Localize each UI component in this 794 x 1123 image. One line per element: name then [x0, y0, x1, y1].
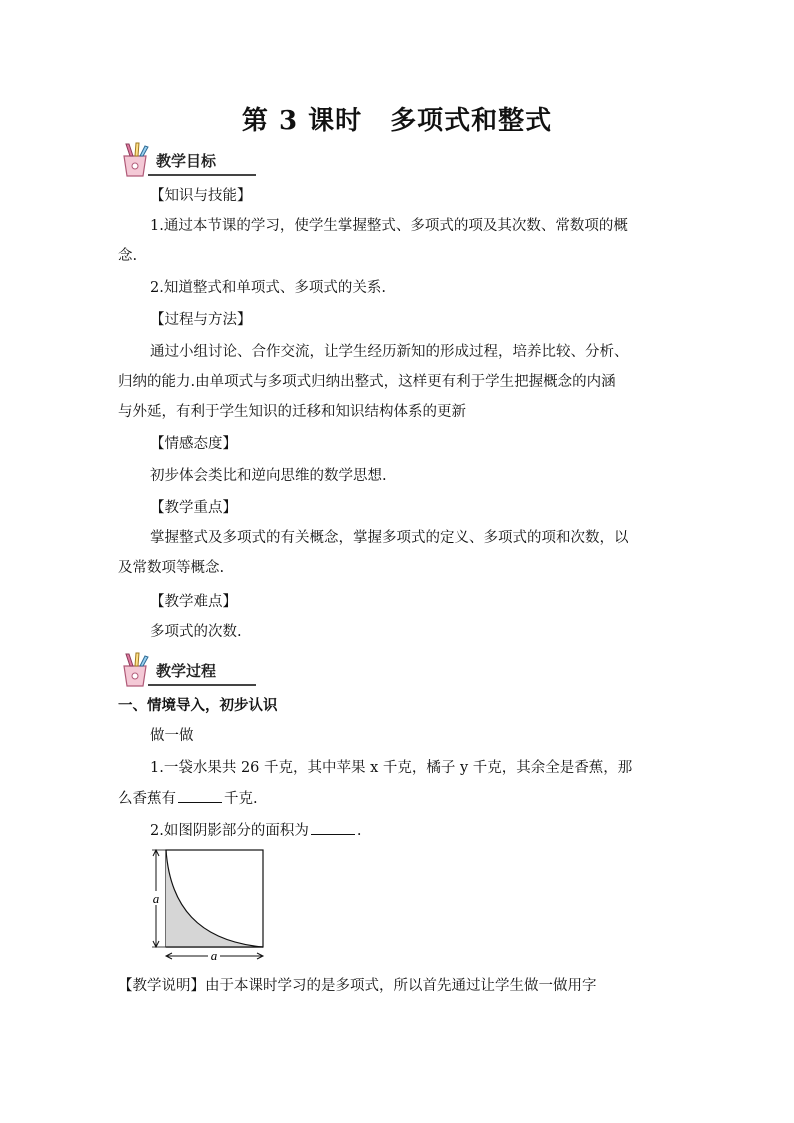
question-2 [150, 820, 361, 841]
goal-item-1-line2: 念. [118, 248, 138, 264]
pencil-cup-icon [118, 652, 154, 688]
bottom-label: a [210, 948, 218, 962]
title-lesson-number: 第 3 课时 [241, 106, 363, 136]
section-badge-label: 教学目标 [156, 152, 217, 170]
process-method-text-line3: 与外延，有利于学生知识的迁移和知识结构体系的更新 [118, 404, 466, 420]
page-title [0, 100, 794, 137]
emotion-heading: 【情感态度】 [150, 436, 237, 452]
badge-underline [148, 174, 256, 176]
teaching-note [118, 976, 597, 996]
process-heading: 一、情境导入，初步认识 [118, 698, 278, 714]
key-points-line1: 掌握整式及多项式的有关概念，掌握多项式的定义、多项式的项和次数，以 [150, 530, 629, 546]
teaching-note-heading: 【教学说明】 [118, 978, 205, 994]
answer-blank [311, 820, 355, 835]
section-badge-process [118, 652, 258, 690]
badge-underline [148, 684, 256, 686]
pencil-cup-icon [118, 142, 154, 178]
side-label: a [152, 891, 160, 906]
figure-svg [148, 846, 268, 962]
question-1-line2 [118, 788, 258, 809]
question-2-text-b: . [356, 823, 362, 839]
process-method-text-line2: 归纳的能力.由单项式与多项式归纳出整式，这样更有利于学生把握概念的内涵 [118, 374, 616, 390]
key-points-heading: 【教学重点】 [150, 500, 237, 516]
answer-blank [178, 788, 222, 803]
difficult-points-text: 多项式的次数. [150, 624, 242, 640]
process-method-heading: 【过程与方法】 [150, 312, 252, 328]
shaded-area-figure [148, 846, 268, 962]
difficult-points-heading: 【教学难点】 [150, 594, 237, 610]
section-badge-goals [118, 142, 258, 180]
emotion-text: 初步体会类比和逆向思维的数学思想. [150, 468, 387, 484]
question-2-text-a: 2.如图阴影部分的面积为 [150, 823, 309, 839]
process-method-text-line1: 通过小组讨论、合作交流，让学生经历新知的形成过程，培养比较、分析、 [150, 344, 629, 360]
section-badge-label: 教学过程 [156, 662, 217, 680]
question-1-line1: 1.一袋水果共 26 千克，其中苹果 x 千克，橘子 y 千克，其余全是香蕉，那 [150, 760, 633, 776]
goal-item-2: 2.知道整式和单项式、多项式的关系. [150, 280, 386, 296]
question-1-text-b: 千克. [224, 791, 258, 807]
knowledge-heading: 【知识与技能】 [150, 188, 252, 204]
shaded-region [166, 850, 263, 947]
goal-item-1-line1: 1.通过本节课的学习，使学生掌握整式、多项式的项及其次数、常数项的概 [150, 218, 628, 234]
teaching-note-text: 由于本课时学习的是多项式，所以首先通过让学生做一做用字 [205, 978, 597, 994]
title-topic: 多项式和整式 [390, 106, 553, 136]
key-points-line2: 及常数项等概念. [118, 560, 225, 576]
question-1-text-a: 么香蕉有 [118, 791, 176, 807]
try-label: 做一做 [150, 728, 194, 744]
